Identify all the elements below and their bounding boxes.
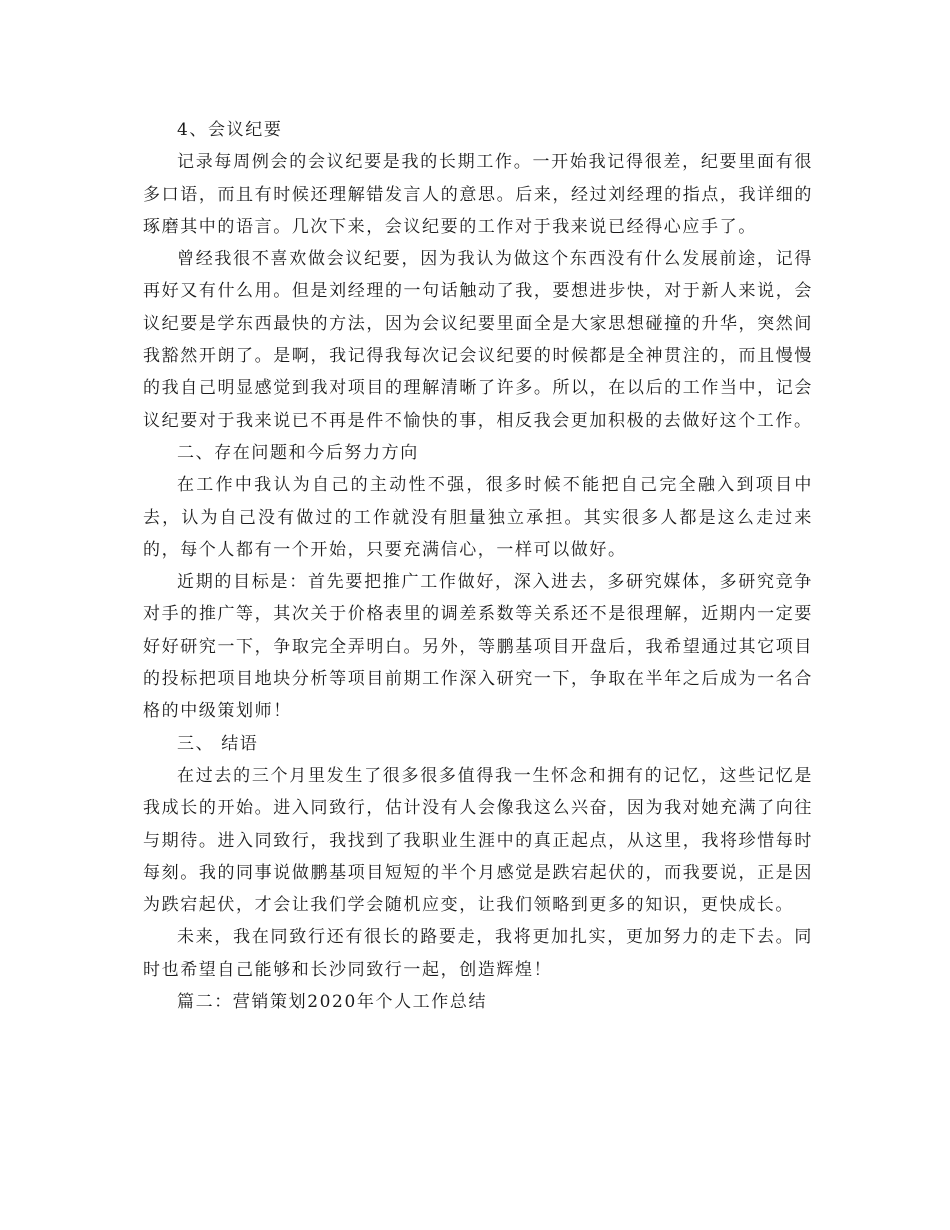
paragraph-conclusion: 在过去的三个月里发生了很多很多值得我一生怀念和拥有的记忆，这些记忆是我成长的开始。进入同致行，估计没有人会像我这么兴奋，因为我对她充满了向往与期待。进入同致行，我找到了我职业生涯中的真正起点，从这里，我将珍惜每时每刻。我的同事说做鹏基项目短短的半个月感觉是跌宕起伏的，而我要说，正是因为跌宕起伏，才会让我们学会随机应变，让我们领略到更多的知识，更快成长。 bbox=[143, 765, 813, 916]
paragraph-minutes-duty: 记录每周例会的会议纪要是我的长期工作。一开始我记得很差，纪要里面有很多口语，而且有时候还理解错发言人的意思。后来，经过刘经理的指点，我详细的琢磨其中的语言。几次下来，会议纪要的工作对于我来说已经得心应手了。 bbox=[143, 152, 813, 237]
section-heading-meeting-minutes: 4、会议纪要 bbox=[177, 120, 283, 140]
paragraph-minutes-reflection: 曾经我很不喜欢做会议纪要，因为我认为做这个东西没有什么发展前途，记得再好又有什么用。但是刘经理的一句话触动了我，要想进步快，对于新人来说，会议纪要是学东西最快的方法，因为会议纪要里面全是大家思想碰撞的升华，突然间我豁然开朗了。是啊，我记得我每次记会议纪要的时候都是全神贯注的，而且慢慢的我自己明显感觉到我对项目的理解清晰了许多。所以，在以后的工作当中，记会议纪要对于我来说已不再是件不愉快的事，相反我会更加积极的去做好这个工作。 bbox=[143, 249, 813, 431]
paragraph-future: 未来，我在同致行还有很长的路要走，我将更加扎实，更加努力的走下去。同时也希望自己能够和长沙同致行一起，创造辉煌！ bbox=[143, 927, 813, 980]
paragraph-goals: 近期的目标是：首先要把推广工作做好，深入进去，多研究媒体，多研究竞争对手的推广等，其次关于价格表里的调差系数等关系还不是很理解，近期内一定要好好研究一下，争取完全弄明白。另外，等鹏基项目开盘后，我希望通过其它项目的投标把项目地块分析等项目前期工作深入研究一下，争取在半年之后成为一名合格的中级策划师！ bbox=[143, 572, 813, 722]
section-heading-problems-direction: 二、存在问题和今后努力方向 bbox=[177, 442, 419, 463]
paragraph-problems: 在工作中我认为自己的主动性不强，很多时候不能把自己完全融入到项目中去，认为自己没有做过的工作就没有胆量独立承担。其实很多人都是这么走过来的，每个人都有一个开始，只要充满信心，一样可以做好。 bbox=[143, 475, 813, 560]
section-heading-part-two: 篇二：营销策划2020年个人工作总结 bbox=[177, 992, 488, 1013]
document-body bbox=[143, 114, 813, 1018]
section-heading-conclusion: 三、 结语 bbox=[177, 733, 259, 754]
